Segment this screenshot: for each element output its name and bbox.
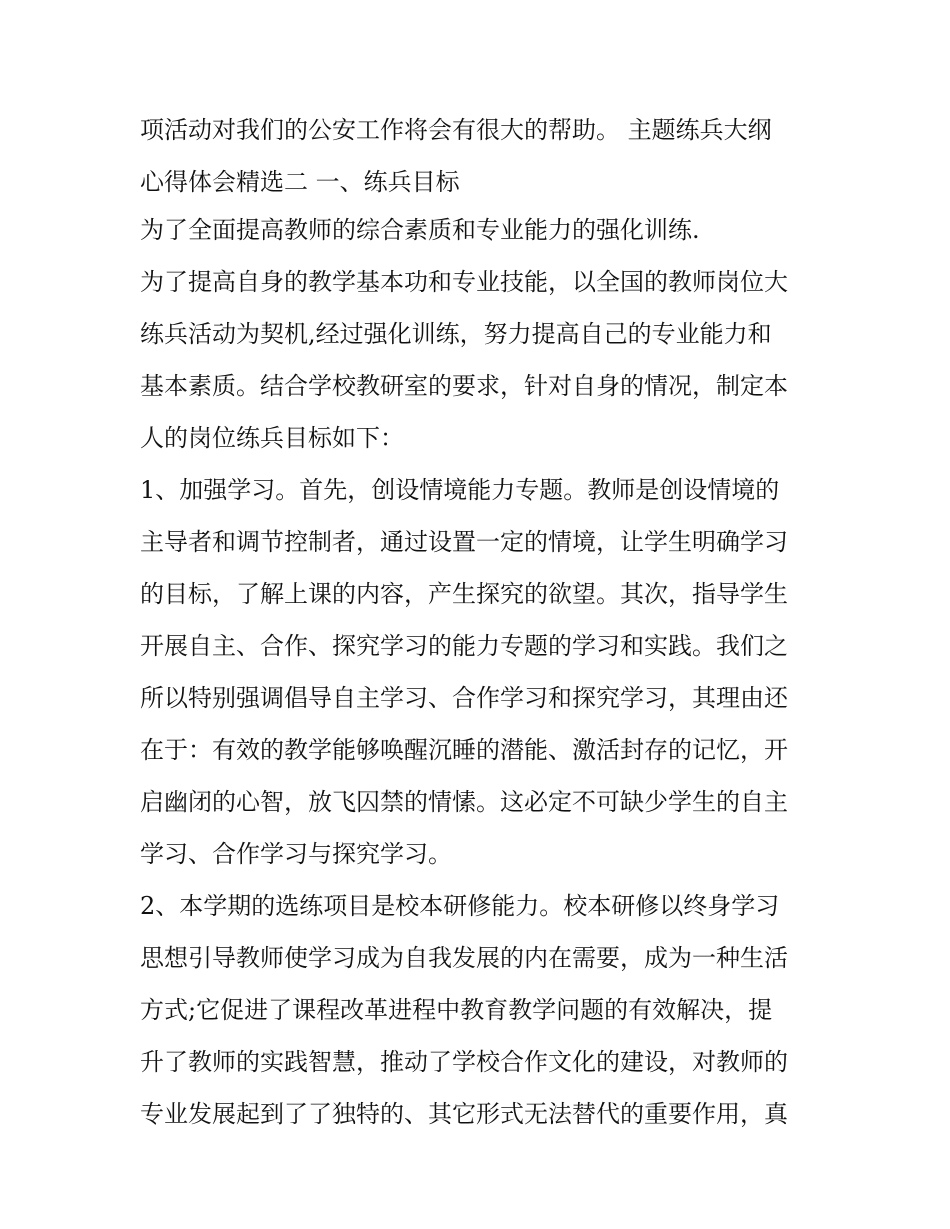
text-line: 1、加强学习。首先，创设情境能力专题。教师是创设情境的: [140, 476, 780, 504]
text-line: 的目标，了解上课的内容，产生探究的欲望。其次，指导学生: [140, 580, 788, 608]
text-line: 基本素质。结合学校教研室的要求，针对自身的情况，制定本: [140, 372, 788, 400]
text-line: 专业发展起到了了独特的、其它形式无法替代的重要作用，真: [140, 1100, 788, 1128]
text-line: 在于：有效的教学能够唤醒沉睡的潜能、激活封存的记忆，开: [140, 736, 788, 764]
text-line: 2、本学期的选练项目是校本研修能力。校本研修以终身学习: [140, 892, 780, 920]
text-line: 项活动对我们的公安工作将会有很大的帮助。 主题练兵大纲: [140, 116, 772, 144]
text-line: 所以特别强调倡导自主学习、合作学习和探究学习，其理由还: [140, 684, 788, 712]
text-line: 方式;它促进了课程改革进程中教育教学问题的有效解决，提: [140, 996, 773, 1024]
text-line: 为了提高自身的教学基本功和专业技能，以全国的教师岗位大: [140, 268, 788, 296]
text-line: 人的岗位练兵目标如下：: [140, 424, 404, 452]
text-line: 为了全面提高教师的综合素质和专业能力的强化训练.: [140, 216, 700, 244]
text-line: 练兵活动为契机,经过强化训练，努力提高自己的专业能力和: [140, 320, 772, 348]
text-line: 升了教师的实践智慧，推动了学校合作文化的建设，对教师的: [140, 1048, 788, 1076]
text-line: 学习、合作学习与探究学习。: [140, 840, 452, 868]
text-line: 启幽闭的心智，放飞囚禁的情愫。这必定不可缺少学生的自主: [140, 788, 788, 816]
text-line: 主导者和调节控制者，通过设置一定的情境，让学生明确学习: [140, 528, 788, 556]
text-line: 开展自主、合作、探究学习的能力专题的学习和实践。我们之: [140, 632, 788, 660]
text-line: 思想引导教师使学习成为自我发展的内在需要，成为一种生活: [140, 944, 788, 972]
text-line: 心得体会精选二 一、练兵目标: [140, 168, 460, 196]
